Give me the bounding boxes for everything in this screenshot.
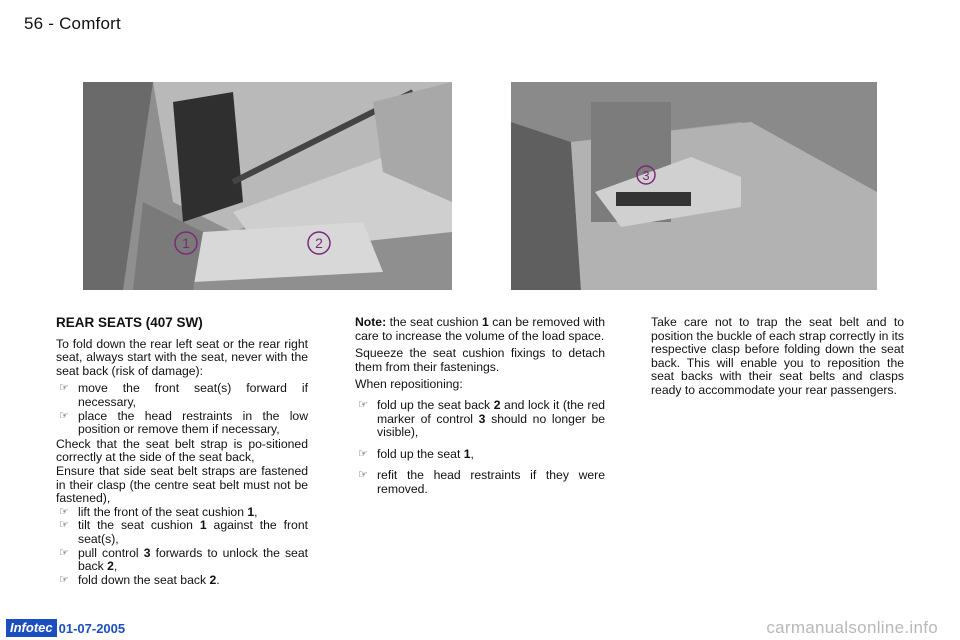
- list-item: ☞ fold up the seat 1,: [358, 446, 474, 461]
- pointing-hand-icon: ☞: [59, 505, 69, 518]
- repositioning-heading: When repositioning:: [355, 377, 463, 392]
- belt-advice-paragraph: Take care not to trap the seat belt and to position the buckle of each strap correctly in its respective clasp before folding down the seat back. This will enable you to reposition the seat backs with their seat belts and clasps ready to accommodate your rear passengers.: [651, 315, 904, 397]
- pointing-hand-icon: ☞: [59, 573, 69, 586]
- list-item: ☞ place the head restraints in the low position or remove them if necessary,: [59, 408, 308, 437]
- list-item: ☞ move the front seat(s) forward if necessary,: [59, 381, 308, 409]
- list-item: ☞ lift the front of the seat cushion 1,: [59, 504, 258, 519]
- site-watermark: carmanualsonline.info: [766, 618, 938, 637]
- list-item: ☞ refit the head restraints if they were removed.: [358, 468, 605, 496]
- repositioning-list: [355, 399, 605, 497]
- intro-paragraph: To fold down the rear left seat or the rear right seat, always start with the seat, never with the seat back (risk of damage):: [56, 336, 308, 378]
- marker-2: 2: [315, 235, 323, 251]
- pointing-hand-icon: ☞: [59, 382, 69, 395]
- pointing-hand-icon: ☞: [358, 469, 368, 482]
- preparation-list: [56, 382, 308, 436]
- column-note: [355, 316, 605, 505]
- footer-date: 01-07-2005: [58, 620, 126, 636]
- marker-3: 3: [642, 168, 650, 183]
- folding-steps-list: [56, 506, 308, 588]
- pointing-hand-icon: ☞: [59, 409, 69, 422]
- control-illustration: [511, 82, 877, 290]
- marker-1: 1: [182, 235, 190, 251]
- section-heading: REAR SEATS (407 SW): [56, 315, 203, 330]
- rear-seat-illustration: [83, 82, 452, 290]
- list-item: ☞ fold down the seat back 2.: [59, 572, 220, 587]
- pointing-hand-icon: ☞: [59, 519, 69, 532]
- squeeze-paragraph: Squeeze the seat cushion fixings to detach them from their fastenings.: [355, 346, 605, 374]
- list-item: ☞ pull control 3 forwards to unlock the seat back 2,: [59, 545, 308, 574]
- photo-rear-seat-folded: [83, 82, 452, 290]
- pointing-hand-icon: ☞: [358, 398, 368, 411]
- pointing-hand-icon: ☞: [59, 546, 69, 559]
- page-number: 56: [24, 14, 44, 33]
- photo-seat-back-control: [511, 82, 877, 290]
- page-header: [24, 14, 121, 34]
- column-belt-advice: [651, 316, 904, 402]
- list-item: ☞ fold up the seat back 2 and lock it (the red marker of control 3 should no longer be visible),: [358, 397, 605, 440]
- footer: [6, 619, 125, 637]
- check-paragraph: Check that the seat belt strap is po-sitioned correctly at the side of the seat back,: [56, 436, 308, 465]
- ensure-paragraph: Ensure that side seat belt straps are fastened in their clasp (the centre seat belt must not be fastened),: [56, 463, 308, 506]
- list-item: ☞ tilt the seat cushion 1 against the front seat(s),: [59, 518, 308, 546]
- section-title: Comfort: [59, 14, 121, 33]
- header-separator: -: [48, 14, 55, 33]
- pointing-hand-icon: ☞: [358, 447, 368, 460]
- column-rear-seats: [56, 316, 308, 588]
- infotec-logo: Infotec: [6, 619, 57, 637]
- note-paragraph: Note: the seat cushion 1 can be removed with care to increase the volume of the load space.: [355, 315, 605, 343]
